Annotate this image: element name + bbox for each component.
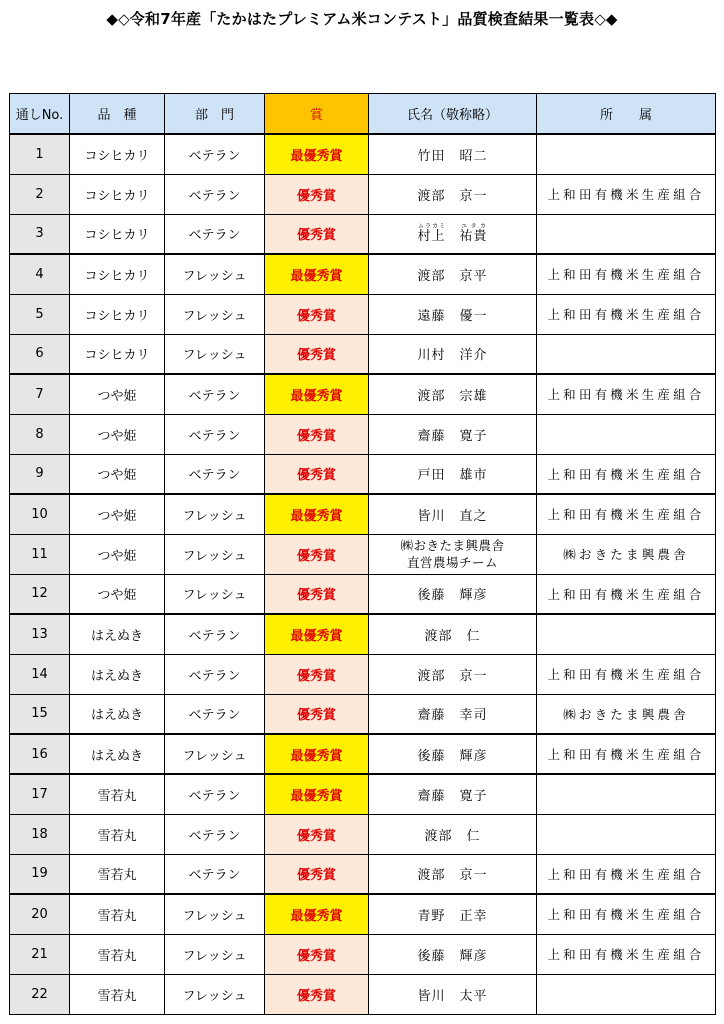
- cell-variety: コシヒカリ: [70, 254, 165, 294]
- table-row: [10, 654, 716, 694]
- table-row: [10, 534, 716, 574]
- cell-prize: 優秀賞: [265, 574, 369, 614]
- cell-no: 20: [10, 894, 70, 934]
- name-ruby-surname: 村上ムラカミ: [417, 223, 446, 245]
- cell-prize: 優秀賞: [265, 294, 369, 334]
- table-row: [10, 774, 716, 814]
- cell-variety: つや姫: [70, 374, 165, 414]
- cell-name: 後藤 輝彦: [369, 734, 537, 774]
- cell-prize: 最優秀賞: [265, 734, 369, 774]
- cell-name: 渡部 京一: [369, 854, 537, 894]
- table-row: [10, 894, 716, 934]
- cell-affiliation: 上和田有機米生産組合: [537, 494, 716, 534]
- cell-category: フレッシュ: [165, 734, 265, 774]
- cell-name: 渡部 宗雄: [369, 374, 537, 414]
- cell-category: ベテラン: [165, 654, 265, 694]
- cell-name: 齋藤 幸司: [369, 694, 537, 734]
- table-row: [10, 814, 716, 854]
- cell-category: フレッシュ: [165, 334, 265, 374]
- cell-affiliation: [537, 134, 716, 174]
- table-body: [10, 134, 716, 1014]
- table-row: [10, 254, 716, 294]
- cell-no: 13: [10, 614, 70, 654]
- cell-name: 渡部 京一: [369, 654, 537, 694]
- name-ruby-given: 祐貴ユタカ: [459, 223, 488, 245]
- cell-variety: つや姫: [70, 534, 165, 574]
- cell-name: 戸田 雄市: [369, 454, 537, 494]
- cell-variety: はえぬき: [70, 694, 165, 734]
- cell-variety: 雪若丸: [70, 854, 165, 894]
- cell-category: ベテラン: [165, 814, 265, 854]
- cell-prize: 最優秀賞: [265, 134, 369, 174]
- table-row: [10, 414, 716, 454]
- cell-prize: 優秀賞: [265, 454, 369, 494]
- cell-no: 1: [10, 134, 70, 174]
- cell-no: 22: [10, 974, 70, 1014]
- cell-variety: はえぬき: [70, 654, 165, 694]
- cell-prize: 最優秀賞: [265, 494, 369, 534]
- cell-affiliation: ㈱おきたま興農舎: [537, 694, 716, 734]
- cell-category: フレッシュ: [165, 934, 265, 974]
- header-affiliation: 所 属: [537, 94, 716, 135]
- cell-name: 渡部 京一: [369, 174, 537, 214]
- cell-category: フレッシュ: [165, 254, 265, 294]
- cell-no: 5: [10, 294, 70, 334]
- cell-no: 21: [10, 934, 70, 974]
- cell-name: 渡部 仁: [369, 614, 537, 654]
- cell-no: 4: [10, 254, 70, 294]
- cell-no: 14: [10, 654, 70, 694]
- cell-prize: 優秀賞: [265, 694, 369, 734]
- cell-variety: はえぬき: [70, 614, 165, 654]
- name-line: 直営農場チーム: [406, 555, 498, 570]
- cell-name: 齋藤 寛子: [369, 774, 537, 814]
- cell-prize: 優秀賞: [265, 414, 369, 454]
- cell-variety: 雪若丸: [70, 774, 165, 814]
- table-row: [10, 494, 716, 534]
- cell-variety: 雪若丸: [70, 814, 165, 854]
- cell-no: 3: [10, 214, 70, 254]
- cell-name: 遠藤 優一: [369, 294, 537, 334]
- table-row: [10, 934, 716, 974]
- cell-variety: コシヒカリ: [70, 294, 165, 334]
- cell-prize: 優秀賞: [265, 654, 369, 694]
- cell-variety: つや姫: [70, 494, 165, 534]
- cell-category: ベテラン: [165, 774, 265, 814]
- cell-name: 渡部 仁: [369, 814, 537, 854]
- header-no: 通しNo.: [10, 94, 70, 135]
- cell-prize: 優秀賞: [265, 934, 369, 974]
- page-title: ◆◇令和7年産「たかはたプレミアム米コンテスト」品質検査結果一覧表◇◆: [106, 10, 618, 28]
- cell-name: 後藤 輝彦: [369, 934, 537, 974]
- cell-name: 渡部 京平: [369, 254, 537, 294]
- cell-prize: 優秀賞: [265, 854, 369, 894]
- cell-affiliation: 上和田有機米生産組合: [537, 254, 716, 294]
- table-row: [10, 374, 716, 414]
- cell-name: 齋藤 寛子: [369, 414, 537, 454]
- cell-category: フレッシュ: [165, 534, 265, 574]
- cell-name: 皆川 太平: [369, 974, 537, 1014]
- cell-category: フレッシュ: [165, 494, 265, 534]
- cell-affiliation: 上和田有機米生産組合: [537, 894, 716, 934]
- cell-no: 6: [10, 334, 70, 374]
- cell-prize: 最優秀賞: [265, 254, 369, 294]
- table-row: [10, 454, 716, 494]
- cell-variety: コシヒカリ: [70, 214, 165, 254]
- cell-no: 15: [10, 694, 70, 734]
- header-category: 部 門: [165, 94, 265, 135]
- cell-category: フレッシュ: [165, 294, 265, 334]
- cell-variety: コシヒカリ: [70, 334, 165, 374]
- cell-name: 川村 洋介: [369, 334, 537, 374]
- cell-category: ベテラン: [165, 134, 265, 174]
- cell-variety: 雪若丸: [70, 934, 165, 974]
- table-row: [10, 174, 716, 214]
- header-prize: 賞: [265, 94, 369, 135]
- cell-no: 7: [10, 374, 70, 414]
- cell-affiliation: ㈱おきたま興農舎: [537, 534, 716, 574]
- cell-prize: 優秀賞: [265, 534, 369, 574]
- cell-affiliation: [537, 774, 716, 814]
- cell-variety: つや姫: [70, 414, 165, 454]
- cell-affiliation: [537, 414, 716, 454]
- cell-affiliation: [537, 334, 716, 374]
- cell-affiliation: [537, 614, 716, 654]
- cell-name: 後藤 輝彦: [369, 574, 537, 614]
- cell-prize: 最優秀賞: [265, 614, 369, 654]
- cell-category: ベテラン: [165, 694, 265, 734]
- cell-variety: つや姫: [70, 574, 165, 614]
- cell-variety: コシヒカリ: [70, 174, 165, 214]
- cell-no: 19: [10, 854, 70, 894]
- cell-no: 12: [10, 574, 70, 614]
- cell-affiliation: 上和田有機米生産組合: [537, 174, 716, 214]
- cell-no: 18: [10, 814, 70, 854]
- cell-category: ベテラン: [165, 374, 265, 414]
- cell-category: ベテラン: [165, 454, 265, 494]
- cell-prize: 最優秀賞: [265, 894, 369, 934]
- cell-prize: 優秀賞: [265, 334, 369, 374]
- cell-category: フレッシュ: [165, 894, 265, 934]
- cell-name: [369, 214, 537, 254]
- cell-category: フレッシュ: [165, 574, 265, 614]
- cell-no: 2: [10, 174, 70, 214]
- table-row: [10, 574, 716, 614]
- cell-no: 10: [10, 494, 70, 534]
- cell-affiliation: [537, 814, 716, 854]
- header-name: 氏名（敬称略）: [369, 94, 537, 135]
- cell-no: 16: [10, 734, 70, 774]
- cell-affiliation: 上和田有機米生産組合: [537, 934, 716, 974]
- cell-affiliation: 上和田有機米生産組合: [537, 734, 716, 774]
- table-header-row: [10, 94, 716, 135]
- cell-variety: 雪若丸: [70, 894, 165, 934]
- cell-name: 青野 正幸: [369, 894, 537, 934]
- cell-affiliation: [537, 974, 716, 1014]
- table-row: [10, 614, 716, 654]
- cell-name: 竹田 昭二: [369, 134, 537, 174]
- cell-affiliation: 上和田有機米生産組合: [537, 654, 716, 694]
- table-row: [10, 334, 716, 374]
- cell-name: [369, 534, 537, 574]
- cell-variety: はえぬき: [70, 734, 165, 774]
- cell-prize: 優秀賞: [265, 214, 369, 254]
- cell-affiliation: 上和田有機米生産組合: [537, 294, 716, 334]
- table-row: [10, 134, 716, 174]
- cell-category: ベテラン: [165, 214, 265, 254]
- cell-category: ベテラン: [165, 414, 265, 454]
- ruby-text: ムラカミ: [417, 223, 446, 231]
- cell-prize: 最優秀賞: [265, 374, 369, 414]
- name-line: ㈱おきたま興農舎: [400, 538, 505, 553]
- cell-prize: 優秀賞: [265, 814, 369, 854]
- cell-affiliation: 上和田有機米生産組合: [537, 454, 716, 494]
- cell-affiliation: 上和田有機米生産組合: [537, 854, 716, 894]
- cell-category: フレッシュ: [165, 974, 265, 1014]
- table-row: [10, 974, 716, 1014]
- cell-variety: コシヒカリ: [70, 134, 165, 174]
- cell-prize: 最優秀賞: [265, 774, 369, 814]
- cell-prize: 優秀賞: [265, 174, 369, 214]
- cell-no: 11: [10, 534, 70, 574]
- cell-no: 17: [10, 774, 70, 814]
- cell-name: 皆川 直之: [369, 494, 537, 534]
- table-row: [10, 694, 716, 734]
- cell-category: ベテラン: [165, 614, 265, 654]
- table-row: [10, 214, 716, 254]
- table-row: [10, 854, 716, 894]
- cell-variety: つや姫: [70, 454, 165, 494]
- cell-affiliation: 上和田有機米生産組合: [537, 374, 716, 414]
- cell-affiliation: 上和田有機米生産組合: [537, 574, 716, 614]
- cell-no: 8: [10, 414, 70, 454]
- header-variety: 品 種: [70, 94, 165, 135]
- cell-variety: 雪若丸: [70, 974, 165, 1014]
- cell-category: ベテラン: [165, 854, 265, 894]
- cell-no: 9: [10, 454, 70, 494]
- cell-prize: 優秀賞: [265, 974, 369, 1014]
- table-row: [10, 734, 716, 774]
- table-row: [10, 294, 716, 334]
- ruby-text: ユタカ: [459, 223, 488, 231]
- cell-category: ベテラン: [165, 174, 265, 214]
- cell-affiliation: [537, 214, 716, 254]
- results-table: [9, 93, 716, 1015]
